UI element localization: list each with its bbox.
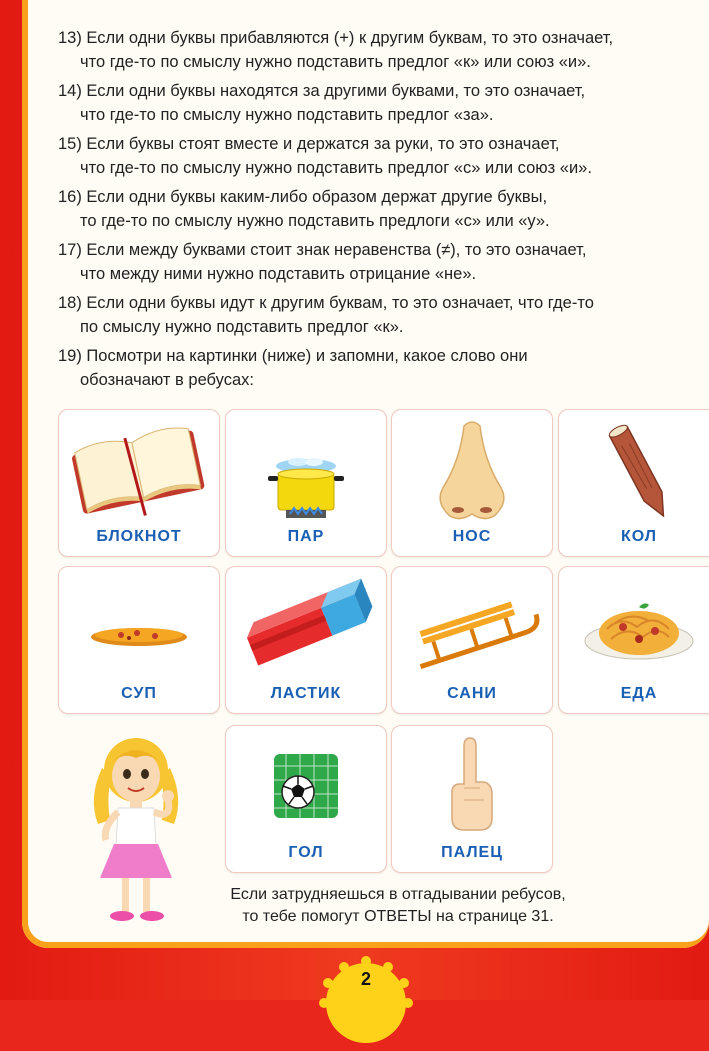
rule-line: 16) Если одни буквы каким-либо образом держат другие буквы, [58, 188, 548, 206]
rule-line: то где-то по смыслу нужно подставить предлоги «с» или «у». [80, 212, 550, 230]
rule-18 [58, 291, 698, 339]
card-label: ГОЛ [288, 844, 324, 861]
page-number-badge [318, 955, 414, 1051]
card-label: СУП [121, 685, 157, 702]
card-food [558, 566, 709, 714]
eraser-icon [226, 567, 386, 685]
card-finger [391, 725, 553, 873]
rule-line: 18) Если одни буквы идут к другим буквам, то это означает, что где-то [58, 294, 594, 312]
card-nose [391, 409, 553, 557]
rule-line: что где-то по смыслу нужно подставить предлог «за». [80, 106, 494, 124]
rule-15 [58, 132, 698, 180]
card-label: ЕДА [620, 685, 658, 702]
card-stake [558, 409, 709, 557]
card-goal [225, 725, 387, 873]
card-label: ЛАСТИК [270, 685, 342, 702]
spaghetti-icon [559, 567, 709, 685]
steaming-pot-icon [226, 410, 386, 528]
rule-line: 13) Если одни буквы прибавляются (+) к другим буквам, то это означает, [58, 29, 614, 47]
notebook-icon [59, 410, 219, 528]
rule-16 [58, 185, 698, 233]
hint-line: то тебе помогут ОТВЕТЫ на странице 31. [242, 908, 554, 925]
stake-icon [559, 410, 709, 528]
rule-line: что между ними нужно подставить отрицание «не». [80, 265, 477, 283]
rule-line: 15) Если буквы стоят вместе и держатся за руки, то это означает, [58, 135, 560, 153]
card-eraser [225, 566, 387, 714]
girl-illustration [72, 728, 202, 928]
soccer-goal-icon [226, 726, 386, 844]
rule-line: 17) Если между буквами стоит знак неравенства (≠), то это означает, [58, 241, 587, 259]
card-steam [225, 409, 387, 557]
card-label: БЛОКНОТ [96, 528, 182, 545]
rule-line: 14) Если одни буквы находятся за другими буквами, то это означает, [58, 82, 586, 100]
soup-icon [59, 567, 219, 685]
rule-line: обозначают в ребусах: [80, 371, 254, 389]
card-notebook [58, 409, 220, 557]
card-label: САНИ [447, 685, 497, 702]
card-sled [391, 566, 553, 714]
answers-hint [198, 884, 598, 928]
rule-14 [58, 79, 698, 127]
finger-icon [392, 726, 552, 844]
card-label: НОС [452, 528, 492, 545]
card-label: ПАР [287, 528, 325, 545]
rule-line: по смыслу нужно подставить предлог «к». [80, 318, 404, 336]
rules-list [58, 26, 698, 397]
card-label: ПАЛЕЦ [441, 844, 503, 861]
rule-line: что где-то по смыслу нужно подставить предлог «к» или союз «и». [80, 53, 591, 71]
rule-13 [58, 26, 698, 74]
card-soup [58, 566, 220, 714]
rule-17 [58, 238, 698, 286]
page-number: 2 [360, 969, 371, 989]
card-label: КОЛ [620, 528, 658, 545]
sled-icon [392, 567, 552, 685]
rule-line: что где-то по смыслу нужно подставить предлог «с» или союз «и». [80, 159, 592, 177]
nose-icon [392, 410, 552, 528]
hint-line: Если затрудняешься в отгадывании ребусов, [230, 886, 566, 903]
rule-line: 19) Посмотри на картинки (ниже) и запомни, какое слово они [58, 347, 528, 365]
rule-19 [58, 344, 698, 392]
